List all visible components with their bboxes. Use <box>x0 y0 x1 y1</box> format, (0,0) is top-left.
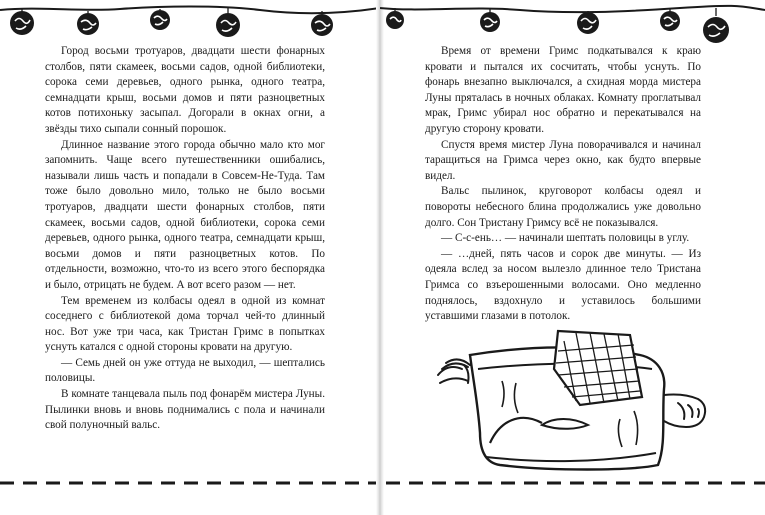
paragraph: Вальс пылинок, круговорот колбасы одеял и повороты небесного блина продолжались уже довольно долго. Сон Тристану Гримсу всё не показывался. <box>425 185 701 229</box>
paragraph: Длинное название этого города обычно мало кто мог запомнить. Чаще всего путешественники ошибались, называли лишь часть и попадали в Совсем-Не-Туда. Там тоже было довольно мило, только не было восьми тротуаров, двадцати шести фонарных столбов, пяти скамеек, восьми садов, одной библиотеки, сорока семи деревьев, одного рынка, одного театра, семнадцати крыш, восьми домов и пяти разноцветных котов. По отдельности, возможно, что-то из всего этого беспорядка и было, отрицать не будем. А вот всего разом — нет. <box>45 138 325 291</box>
paragraph: — Семь дней он уже оттуда не выходил, — шептались половицы. <box>45 356 325 385</box>
paragraph: В комнате танцевала пыль под фонарём мистера Луны. Пылинки вновь и вновь поднимались с пола и начинали свой полуночный вальс. <box>45 388 325 432</box>
dashed-floor-line-icon <box>0 476 380 490</box>
left-page <box>0 0 380 515</box>
paragraph: — …дней, пять часов и сорок две минуты. — Из одеяла вслед за носом вылезло длинное тело Тристана Гримса со взъерошенными волосами. Оно медленно поднялось, вздохнуло и уставилось большими уставшими глазами в потолок. <box>425 247 701 323</box>
hanging-dust-balls-icon <box>0 0 380 40</box>
right-page <box>380 0 765 515</box>
paragraph: — С-с-ень… — начинали шептать половицы в углу. <box>441 232 690 245</box>
paragraph: Тем временем из колбасы одеял в одной из комнат соседнего с библиотекой дома торчал чей-то длинный нос. Вот уже три часа, как Тристан Гримс в попытках уснуть катался с одной стороны кровати на другую. <box>45 294 325 354</box>
paragraph: Время от времени Гримс подкатывался к краю кровати и пытался их сосчитать, чтобы уснуть. По фонарь внезапно выключался, а схидная морда мистера Луны пряталась в ночных облаках. Комнату проглатывал мрак, Гримс убирал нос обратно и перекатывался на другую сторону кровати. <box>425 45 701 135</box>
dashed-floor-line-icon <box>380 476 765 490</box>
blanket-roll-with-nose-icon <box>430 325 720 475</box>
right-page-text <box>425 44 701 325</box>
paragraph: Город восьми тротуаров, двадцати шести фонарных столбов, пяти скамеек, восьми садов, одной библиотеки, сорока семи деревьев, одного рынка, одного театра, семнадцати крыш, восьми домов и пяти разноцветных котов потихоньку засыпал. Догорали в окнах огни, а звёзды тихо сыпали сонный порошок. <box>45 45 325 135</box>
hanging-dust-balls-icon <box>380 0 765 50</box>
paragraph: Спустя время мистер Луна поворачивался и начинал таращиться на Гримса через окно, как будто впервые видел. <box>425 138 701 182</box>
left-page-text <box>45 44 325 434</box>
